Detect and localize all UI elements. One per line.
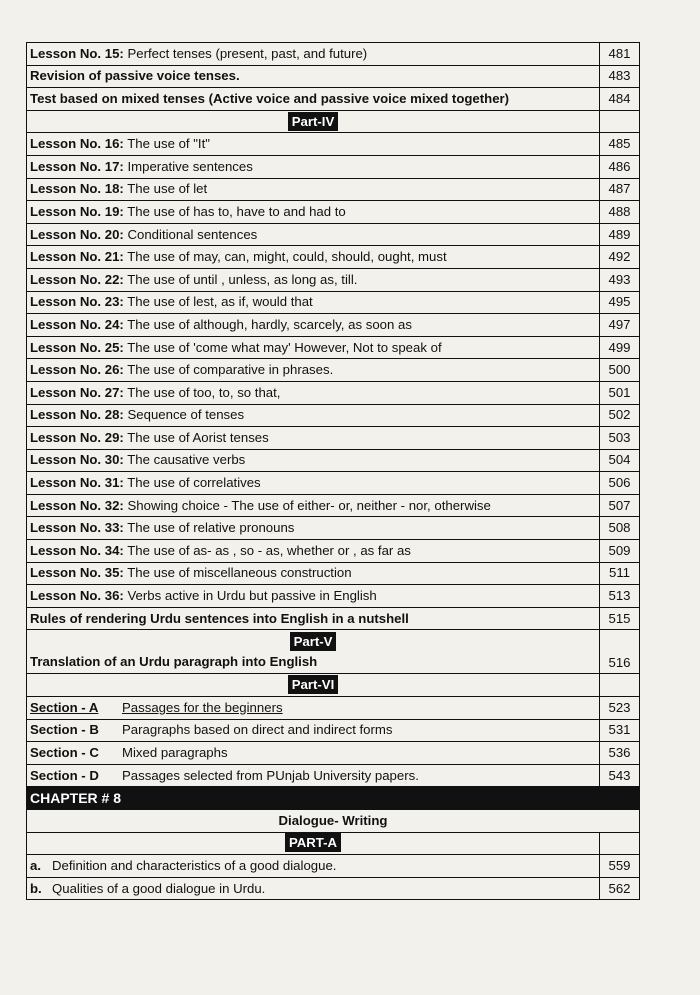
item-row — [27, 855, 640, 878]
entry-label: Lesson No. 15: — [30, 45, 124, 61]
entry-label: Lesson No. 35: — [30, 565, 124, 581]
entry-cell — [27, 178, 600, 201]
entry-title: Translation of an Urdu paragraph into English — [30, 653, 318, 669]
entry-cell — [27, 877, 600, 900]
page-cell — [600, 359, 640, 382]
translation-row — [27, 630, 640, 674]
entry-title: The use of let — [127, 181, 208, 197]
entry-cell — [27, 494, 600, 517]
translation-wrap — [30, 652, 596, 672]
page-number: 523 — [608, 699, 631, 715]
entry-cell — [27, 381, 600, 404]
page-cell — [600, 585, 640, 608]
page-cell — [600, 314, 640, 337]
page-number: 513 — [608, 588, 631, 604]
page-number: 497 — [608, 316, 631, 332]
entry-label: Lesson No. 22: — [30, 271, 124, 287]
entry-title: The use of lest, as if, would that — [127, 294, 313, 310]
lesson-row — [27, 178, 640, 201]
page-cell — [600, 562, 640, 585]
part-iv-row — [27, 110, 640, 133]
entry-cell — [27, 65, 600, 88]
entry-label: Lesson No. 21: — [30, 249, 124, 265]
page-number: 485 — [608, 136, 631, 152]
page-cell — [600, 336, 640, 359]
page-cell — [600, 65, 640, 88]
entry-label: Lesson No. 24: — [30, 316, 124, 332]
part-vi-row — [27, 674, 640, 697]
page-cell — [600, 381, 640, 404]
item-row — [27, 877, 640, 900]
page-cell — [600, 630, 640, 674]
page-number: 516 — [608, 655, 631, 671]
entry-title: Imperative sentences — [127, 158, 253, 174]
section-label: Section - B — [30, 722, 99, 738]
entry-cell — [27, 246, 600, 269]
lesson-row — [27, 133, 640, 156]
page-number: 492 — [608, 249, 631, 265]
entry-title: The use of miscellaneous construction — [127, 565, 352, 581]
section-title: Mixed paragraphs — [122, 745, 228, 761]
chapter-heading: CHAPTER # 8 — [30, 790, 122, 807]
entry-title: Rules of rendering Urdu sentences into English in a nutshell — [30, 610, 409, 626]
part-heading: Part-VI — [288, 675, 339, 694]
page-number: 495 — [608, 294, 631, 310]
entry-title: Test based on mixed tenses (Active voice and passive voice mixed together) — [30, 90, 510, 106]
page-number: 499 — [608, 339, 631, 355]
page-number: 531 — [608, 722, 631, 738]
section-row — [27, 719, 640, 742]
lesson-row — [27, 381, 640, 404]
entry-cell — [27, 291, 600, 314]
lesson-row — [27, 449, 640, 472]
entry-label: Lesson No. 30: — [30, 452, 124, 468]
lesson-row — [27, 562, 640, 585]
page-number: 484 — [608, 90, 631, 106]
part-cell — [27, 674, 600, 697]
entry-cell — [27, 697, 600, 720]
section-title: Paragraphs based on direct and indirect forms — [122, 722, 393, 738]
entry-label: Lesson No. 33: — [30, 520, 124, 536]
part-heading: Part-IV — [288, 112, 339, 131]
entry-title: The use of as- as , so - as, whether or , as far as — [127, 542, 411, 558]
chapter-title: Dialogue- Writing — [278, 812, 388, 828]
chapter-title-row — [27, 810, 640, 833]
entry-cell — [27, 719, 600, 742]
part-cell — [27, 832, 600, 855]
entry-label: Lesson No. 34: — [30, 542, 124, 558]
revision-row — [27, 65, 640, 88]
rules-row — [27, 607, 640, 630]
page-cell — [600, 268, 640, 291]
lesson-row — [27, 540, 640, 563]
lesson-row — [27, 268, 640, 291]
entry-title: Perfect tenses (present, past, and future) — [127, 45, 368, 61]
entry-cell — [27, 449, 600, 472]
chapter-row — [27, 787, 640, 810]
page-number: 488 — [608, 203, 631, 219]
page-cell — [600, 607, 640, 630]
lesson-row — [27, 494, 640, 517]
entry-cell — [27, 562, 600, 585]
page-cell — [600, 517, 640, 540]
entry-cell — [27, 268, 600, 291]
page-number: 562 — [608, 880, 631, 896]
page-cell — [600, 472, 640, 495]
entry-title: Conditional sentences — [127, 226, 258, 242]
page-cell — [600, 201, 640, 224]
entry-title: The use of although, hardly, scarcely, as soon as — [127, 316, 412, 332]
entry-cell — [27, 764, 600, 787]
entry-title: The use of correlatives — [127, 475, 261, 491]
section-title: Passages selected from PUnjab University papers. — [122, 767, 419, 783]
entry-label: Lesson No. 23: — [30, 294, 124, 310]
page-cell — [600, 88, 640, 111]
page-cell — [600, 43, 640, 66]
entry-title: The use of relative pronouns — [127, 520, 295, 536]
section-row — [27, 742, 640, 765]
lesson-row — [27, 246, 640, 269]
page-number: 559 — [608, 857, 631, 873]
entry-title: The use of may, can, might, could, should, ought, must — [127, 249, 447, 265]
lesson-row — [27, 336, 640, 359]
section-row — [27, 697, 640, 720]
entry-title: The use of "It" — [127, 136, 210, 152]
section-label: Section - D — [30, 767, 99, 783]
entry-label: Lesson No. 26: — [30, 362, 124, 378]
page-number: 507 — [608, 497, 631, 513]
entry-label: Lesson No. 25: — [30, 339, 124, 355]
page-cell — [600, 404, 640, 427]
page-number: 502 — [608, 407, 631, 423]
page-number: 493 — [608, 271, 631, 287]
entry-cell — [27, 427, 600, 450]
lesson-row — [27, 517, 640, 540]
page-cell — [600, 246, 640, 269]
item-label: a. — [30, 857, 41, 873]
page-number: 509 — [608, 542, 631, 558]
entry-cell — [27, 855, 600, 878]
entry-cell — [27, 223, 600, 246]
lesson-row — [27, 314, 640, 337]
chapter-cell — [27, 787, 640, 810]
page-number: 536 — [608, 745, 631, 761]
page-cell — [600, 540, 640, 563]
entry-title: Sequence of tenses — [127, 407, 245, 423]
entry-cell — [27, 133, 600, 156]
empty-page-cell — [600, 674, 640, 697]
entry-title: Verbs active in Urdu but passive in English — [127, 588, 377, 604]
entry-cell — [27, 540, 600, 563]
page-cell — [600, 855, 640, 878]
entry-title: The causative verbs — [127, 452, 246, 468]
lesson-row — [27, 585, 640, 608]
lesson-row — [27, 155, 640, 178]
entry-label: Lesson No. 27: — [30, 384, 124, 400]
page-cell — [600, 427, 640, 450]
page-number: 486 — [608, 158, 631, 174]
entry-title: The use of 'come what may' However, Not to speak of — [127, 339, 442, 355]
entry-cell — [27, 517, 600, 540]
chapter-title-cell — [27, 810, 640, 833]
entry-label: Lesson No. 16: — [30, 136, 124, 152]
entry-title: The use of Aorist tenses — [127, 429, 269, 445]
page-cell — [600, 291, 640, 314]
part-a-row — [27, 832, 640, 855]
page-number: 501 — [608, 384, 631, 400]
entry-cell — [27, 88, 600, 111]
page-number: 483 — [608, 68, 631, 84]
page-cell — [600, 742, 640, 765]
page-number: 543 — [608, 767, 631, 783]
page-number: 515 — [608, 610, 631, 626]
part-heading: Part-V — [290, 632, 337, 651]
entry-label: Lesson No. 18: — [30, 181, 124, 197]
empty-page-cell — [600, 832, 640, 855]
entry-title: The use of until , unless, as long as, till. — [127, 271, 358, 287]
lesson-row — [27, 223, 640, 246]
page-number: 511 — [608, 565, 631, 581]
lesson-row — [27, 201, 640, 224]
entry-cell — [27, 585, 600, 608]
section-title: Passages for the beginners — [122, 699, 283, 715]
section-label: Section - C — [30, 745, 99, 761]
section-row — [27, 764, 640, 787]
entry-label: Lesson No. 32: — [30, 497, 124, 513]
part-heading: PART-A — [285, 833, 341, 852]
page-cell — [600, 697, 640, 720]
page-cell — [600, 133, 640, 156]
entry-title: Showing choice - The use of either- or, neither - nor, otherwise — [127, 497, 491, 513]
entry-title: The use of comparative in phrases. — [127, 362, 334, 378]
table-of-contents — [26, 42, 640, 900]
entry-label: Lesson No. 19: — [30, 203, 124, 219]
entry-cell — [27, 630, 600, 674]
page-number: 506 — [608, 475, 631, 491]
page-number: 489 — [608, 226, 631, 242]
page-cell — [600, 719, 640, 742]
entry-cell — [27, 404, 600, 427]
entry-cell — [27, 607, 600, 630]
page-cell — [600, 178, 640, 201]
section-label: Section - A — [30, 699, 99, 715]
page-cell — [600, 155, 640, 178]
page-number: 503 — [608, 429, 631, 445]
entry-title: The use of too, to, so that, — [127, 384, 281, 400]
entry-cell — [27, 201, 600, 224]
entry-label: Lesson No. 20: — [30, 226, 124, 242]
item-label: b. — [30, 880, 42, 896]
entry-cell — [27, 314, 600, 337]
lesson-row — [27, 472, 640, 495]
entry-label: Lesson No. 28: — [30, 407, 124, 423]
entry-label: Lesson No. 29: — [30, 429, 124, 445]
page-cell — [600, 764, 640, 787]
part-cell — [27, 110, 600, 133]
page-number: 508 — [608, 520, 631, 536]
page-cell — [600, 494, 640, 517]
part-v-heading-wrap — [30, 632, 596, 652]
entry-cell — [27, 359, 600, 382]
entry-cell — [27, 336, 600, 359]
item-title: Definition and characteristics of a good dialogue. — [52, 857, 337, 873]
page-cell — [600, 449, 640, 472]
lesson-row — [27, 359, 640, 382]
empty-page-cell — [600, 110, 640, 133]
test-row — [27, 88, 640, 111]
entry-cell — [27, 472, 600, 495]
page-cell — [600, 877, 640, 900]
entry-label: Lesson No. 36: — [30, 588, 124, 604]
page-number: 504 — [608, 452, 631, 468]
lesson-row — [27, 291, 640, 314]
lesson-row — [27, 404, 640, 427]
entry-cell — [27, 742, 600, 765]
page-number: 481 — [608, 45, 631, 61]
entry-title: The use of has to, have to and had to — [127, 203, 346, 219]
entry-label: Lesson No. 17: — [30, 158, 124, 174]
item-title: Qualities of a good dialogue in Urdu. — [52, 880, 266, 896]
lesson-row — [27, 427, 640, 450]
entry-cell — [27, 43, 600, 66]
page-cell — [600, 223, 640, 246]
page-number: 487 — [608, 181, 631, 197]
lesson-row — [27, 43, 640, 66]
entry-title: Revision of passive voice tenses. — [30, 68, 240, 84]
entry-cell — [27, 155, 600, 178]
entry-label: Lesson No. 31: — [30, 475, 124, 491]
page-number: 500 — [608, 362, 631, 378]
